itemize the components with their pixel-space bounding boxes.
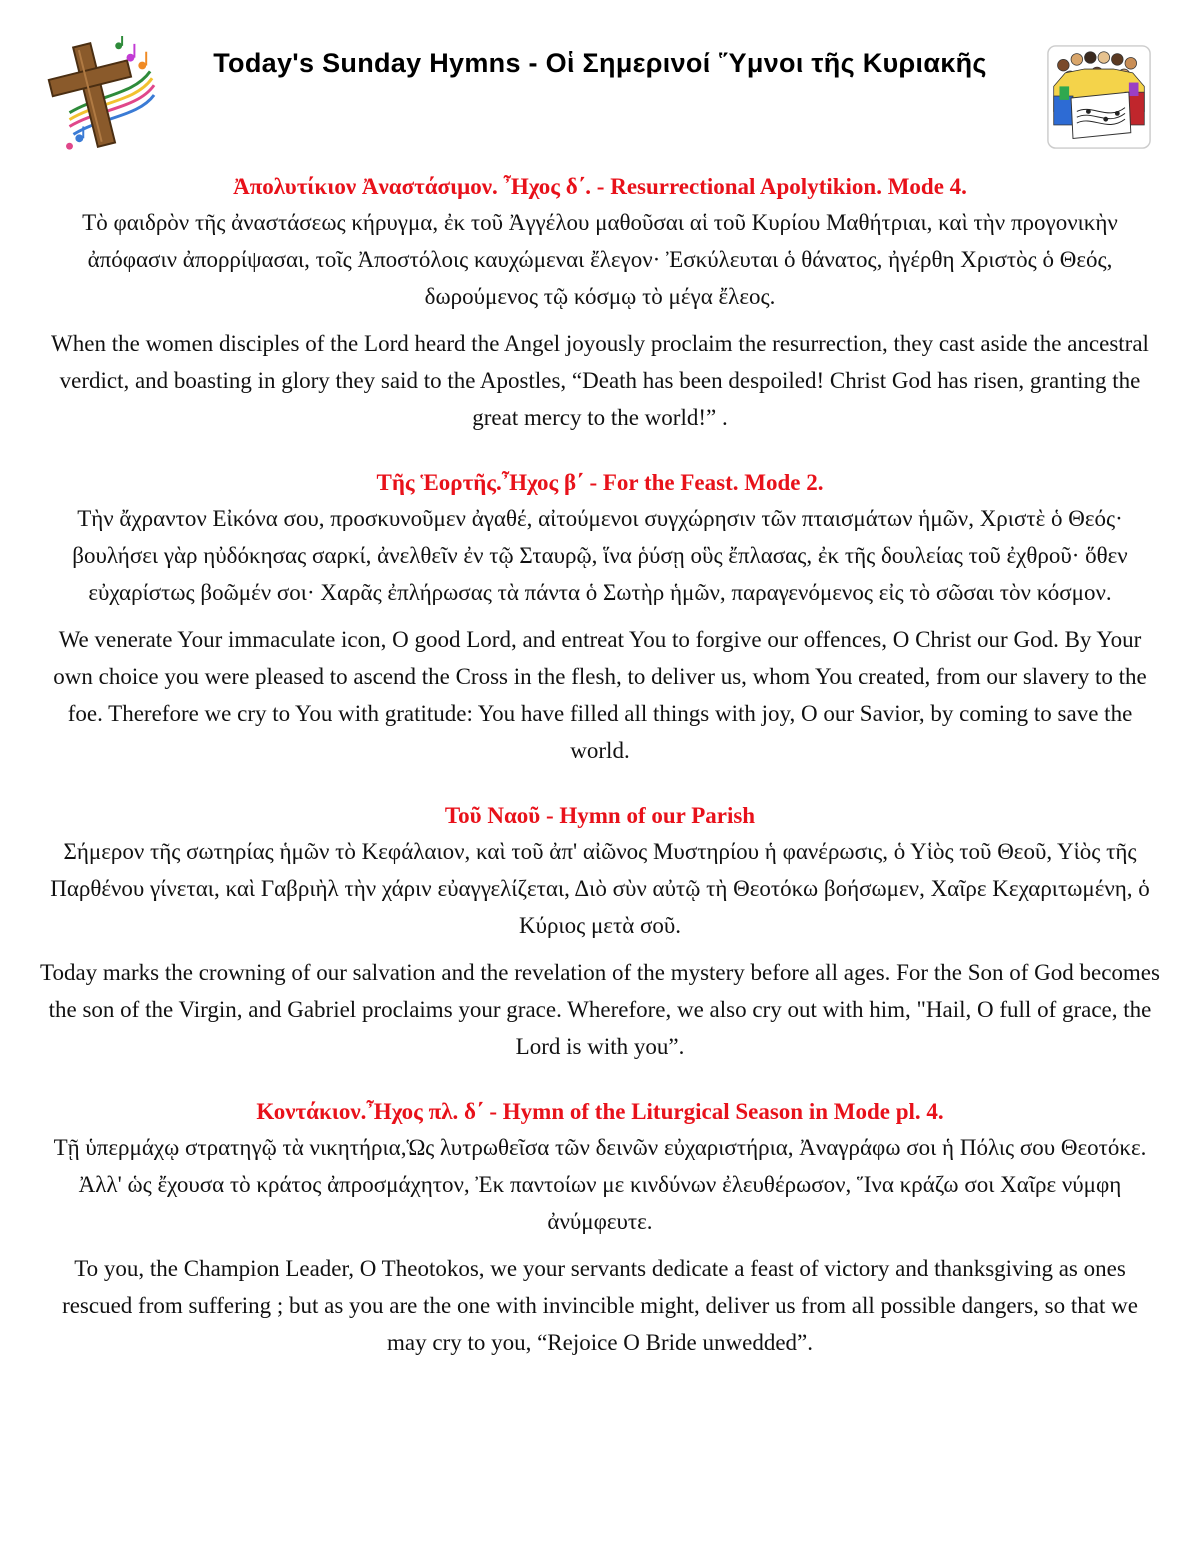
hymn-feast (40, 466, 1160, 769)
hymn-english-text: Today marks the crowning of our salvation and the revelation of the mystery before all ages. For the Son of God becomes the son of the Virgin, and Gabriel proclaims your grace. Wherefore, we also cry out with him, "Hail, O full of grace, the Lord is with you”. (40, 960, 1160, 1059)
hymn-heading: Κοντάκιον.Ἦχος πλ. δ΄ - Hymn of the Liturgical Season in Mode pl. 4. (256, 1099, 944, 1124)
hymn-greek-text: Σήμερον τῆς σωτηρίας ἡμῶν τὸ Κεφάλαιον, καὶ τοῦ ἀπ' αἰῶνος Μυστηρίου ἡ φανέρωσις, ὁ Υἱὸς τοῦ Θεοῦ, Υἱὸς τῆς Παρθένου γίνεται, καὶ Γαβριὴλ τὴν χάριν εὐαγγελίζεται, Διὸ σὺν αὐτῷ τὴ Θεοτόκω βοήσωμεν, Χαῖρε Κεχαριτωμένη, ὁ Κύριος μετὰ σοῦ. (50, 839, 1150, 938)
hymn-greek-text: Τῇ ὑπερμάχῳ στρατηγῷ τὰ νικητήρια,Ὡς λυτρωθεῖσα τῶν δεινῶν εὐχαριστήρια, Ἀναγράφω σοι ἡ Πόλις σου Θεοτόκε. Ἀλλ' ὡς ἔχουσα τὸ κράτος ἀπροσμάχητον, Ἐκ παντοίων με κινδύνων ἐλευθέρωσον, Ἵνα κράζω σοι Χαῖρε νύμφη ἀνύμφευτε. (53, 1135, 1147, 1234)
hymn-greek-text: Τὸ φαιδρὸν τῆς ἀναστάσεως κήρυγμα, ἐκ τοῦ Ἀγγέλου μαθοῦσαι αἱ τοῦ Κυρίου Μαθήτριαι, καὶ τὴν προγονικὴν ἀπόφασιν ἀπορρίψασαι, τοῖς Ἀποστόλοις καυχώμεναι ἔλεγον· Ἐσκύλευται ὁ θάνατος, ἠγέρθη Χριστὸς ὁ Θεός, δωρούμενος τῷ κόσμῳ τὸ μέγα ἔλεος. (82, 210, 1118, 309)
hymn-apolytikion (40, 170, 1160, 436)
hymn-english-text: We venerate Your immaculate icon, O good Lord, and entreat You to forgive our offences, O Christ our God. By Your own choice you were pleased to ascend the Cross in the flesh, to deliver us, whom You created, from our slavery to the foe. Therefore we cry to You with gratitude: You have filled all things with joy, O our Savior, by coming to save the world. (53, 627, 1147, 763)
page-title: Today's Sunday Hymns - Οἱ Σημερινοί Ὕμνοι τῆς Κυριακῆς (213, 48, 987, 78)
choir-icon (1046, 44, 1152, 150)
hymn-english-text: To you, the Champion Leader, O Theotokos, we your servants dedicate a feast of victory and thanksgiving as ones rescued from suffering ; but as you are the one with invincible might, deliver us from all possible dangers, so that we may cry to you, “Rejoice O Bride unwedded”. (62, 1256, 1138, 1355)
page-header (0, 0, 1200, 160)
hymns-list (40, 170, 1160, 1361)
hymn-parish (40, 799, 1160, 1065)
hymn-greek-text: Τὴν ἄχραντον Εἰκόνα σου, προσκυνοῦμεν ἀγαθέ, αἰτούμενοι συγχώρησιν τῶν πταισμάτων ἡμῶν, Χριστὲ ὁ Θεός· βουλήσει γὰρ ηὐδόκησας σαρκί, ἀνελθεῖν ἐν τῷ Σταυρῷ, ἵνα ῥύσῃ οὓς ἔπλασας, ἐκ τῆς δουλείας τοῦ ἐχθροῦ· ὅθεν εὐχαρίστως βοῶμέν σοι· Χαρᾶς ἐπλήρωσας τὰ πάντα ὁ Σωτὴρ ἡμῶν, παραγενόμενος εἰς τὸ σῶσαι τὸν κόσμον. (72, 506, 1128, 605)
hymn-heading: Ἀπολυτίκιον Ἀναστάσιμον. Ἦχος δ΄. - Resurrectional Apolytikion. Mode 4. (233, 174, 967, 199)
hymn-heading: Τοῦ Ναοῦ - Hymn of our Parish (444, 803, 756, 828)
hymn-heading: Τῆς Ἑορτῆς.Ἦχος β΄ - For the Feast. Mode 2. (376, 470, 824, 495)
hymn-english-text: When the women disciples of the Lord heard the Angel joyously proclaim the resurrection, they cast aside the ancestral verdict, and boasting in glory they said to the Apostles, “Death has been despoiled! Christ God has risen, granting the great mercy to the world!” . (51, 331, 1149, 430)
hymn-kontakion (40, 1095, 1160, 1361)
